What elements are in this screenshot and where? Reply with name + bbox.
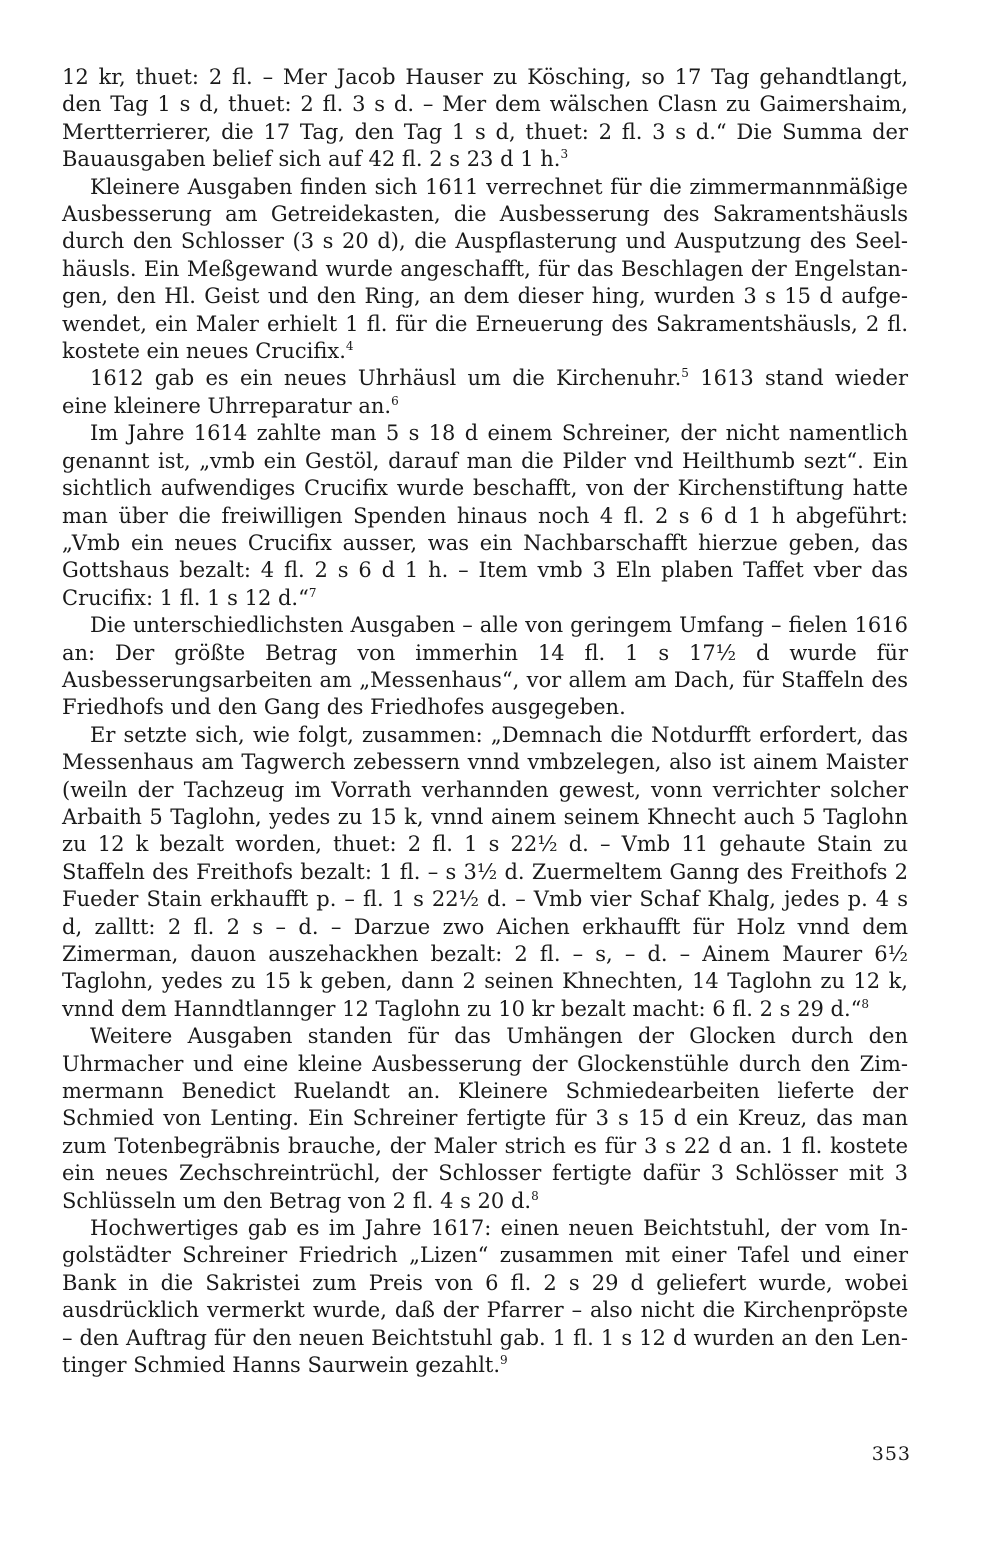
footnote-ref: 4 [345,339,354,354]
paragraph-3-text-after: 1613 stand wieder eine kleinere Uhrreparatur an. [62,366,909,418]
page-body [62,64,908,1380]
paragraph-7-text: Weitere Ausgaben standen für das Umhängen der Glocken durch den Uhrmacher und eine kleine Ausbesserung der Glockenstühle durch den Zimmermann Benedict Ruelandt an. Kleinere Schmiedearbeiten lieferte der Schmied von Lenting. Ein Schreiner fertigte für 3 s 15 d ein Kreuz, das man zum Totenbegräbnis brauche, der Maler strich es für 3 s 22 d an. 1 fl. kostete ein neues Zechschreintrüchl, der Schlosser fertigte dafür 3 Schlösser mit 3 Schlüsseln um den Betrag von 2 fl. 4 s 20 d. [62,1024,908,1213]
paragraph-7 [62,1023,908,1215]
paragraph-6-text: Er setzte sich, wie folgt, zusammen: „Demnach die Notdurfft erfordert, das Messenhaus am Tagwerch zebessern vnnd vmbzelegen, also ist ainem Maister (weiln der Tachzeug im Vorrath verhannden gewest, vonn verrichter solcher Arbaith 5 Taglohn, yedes zu 15 k, vnnd ainem seinem Khnecht auch 5 Taglohn zu 12 k bezalt worden, thuet: 2 fl. 1 s 22½ d. – Vmb 11 gehaute Stain zu Staffeln des Freithofs bezalt: 1 fl. – s 3½ d. Zuermeltem Ganng des Freithofs 2 Fueder Stain erkhaufft p. – fl. 1 s 22½ d. – Vmb vier Schaf Khalg, jedes p. 4 s d, zalltt: 2 fl. 2 s – d. – Darzue zwo Aichen erkhaufft für Holz vnnd dem Zimerman, dauon auszehackhen bezalt: 2 fl. – s, – d. – Ainem Maurer 6½ Taglohn, yedes zu 15 k geben, dann 2 seinen Khnechten, 14 Taglohn zu 12 k, vnnd dem Hanndtlannger 12 Taglohn zu 10 kr bezalt macht: 6 fl. 2 s 29 d.“ [62,722,908,1021]
paragraph-8 [62,1215,908,1379]
footnote-ref: 7 [308,585,317,600]
footnote-ref: 9 [500,1353,508,1368]
paragraph-3-text: 1612 gab es ein neues Uhrhäusl um die Kirchenuhr. [90,366,682,391]
paragraph-8-text: Hochwertiges gab es im Jahre 1617: einen neuen Beichtstuhl, der vom Ingolstädter Schreiner Friedrich „Lizen“ zusammen mit einer Tafel und einer Bank in die Sakristei zum Preis von 6 fl. 2 s 29 d geliefert wurde, wobei ausdrücklich vermerkt wurde, daß der Pfarrer – also nicht die Kirchenpröpste – den Auftrag für den neuen Beichtstuhl gab. 1 fl. 1 s 12 d wurden an den Lentinger Schmied Hanns Saurwein gezahlt. [62,1216,908,1378]
paragraph-2-text: Kleinere Ausgaben finden sich 1611 verrechnet für die zimmermannmäßige Ausbesserung am Getreidekasten, die Ausbesserung des Sakramentshäusls durch den Schlosser (3 s 20 d), die Auspflasterung und Ausputzung des Seelhäusls. Ein Meßgewand wurde angeschafft, für das Beschlagen der Engelstangen, den Hl. Geist und den Ring, an dem dieser hing, wurden 3 s 15 d aufgewendet, ein Maler erhielt 1 fl. für die Erneuerung des Sakramentshäusls, 2 fl. kostete ein neues Crucifix. [62,174,908,364]
paragraph-6 [62,722,908,1023]
paragraph-5-text: Die unterschiedlichsten Ausgaben – alle von geringem Umfang – fielen 1616 an: Der größte Betrag von immerhin 14 fl. 1 s 17½ d wurde für Ausbesserungsarbeiten am „Messenhaus“, vor allem am Dach, für Staffeln des Friedhofs und den Gang des Friedhofes ausgegeben. [62,613,908,720]
page-number: 353 [871,1443,911,1465]
paragraph-4 [62,420,908,612]
paragraph-2 [62,174,908,366]
footnote-ref: 6 [391,393,399,408]
footnote-ref: 8 [531,1188,539,1203]
paragraph-3 [62,365,908,420]
paragraph-1 [62,64,908,174]
paragraph-5 [62,612,908,722]
footnote-ref: 5 [681,366,689,381]
footnote-ref: 8 [861,996,870,1011]
paragraph-4-text: Im Jahre 1614 zahlte man 5 s 18 d einem Schreiner, der nicht namentlich genannt ist, „vmb ein Gestöl, darauf man die Pilder vnd Heilthumb sezt“. Ein sichtlich aufwendiges Crucifix wurde beschafft, von der Kirchenstiftung hatte man über die freiwilligen Spenden hinaus noch 4 fl. 2 s 6 d 1 h abgeführt: „Vmb ein neues Crucifix ausser, was ein Nachbarschafft hierzue geben, das Gottshaus bezalt: 4 fl. 2 s 6 d 1 h. – Item vmb 3 Eln plaben Taffet vber das Crucifix: 1 fl. 1 s 12 d.“ [62,421,908,610]
footnote-ref: 3 [560,147,569,162]
paragraph-1-text: 12 kr, thuet: 2 fl. – Mer Jacob Hauser zu Kösching, so 17 Tag gehandtlangt, den Tag 1 s d, thuet: 2 fl. 3 s d. – Mer dem wälschen Clasn zu Gaimershaim, Mertterrierer, die 17 Tag, den Tag 1 s d, thuet: 2 fl. 3 s d.“ Die Summa der Bauausgaben belief sich auf 42 fl. 2 s 23 d 1 h. [62,65,908,172]
